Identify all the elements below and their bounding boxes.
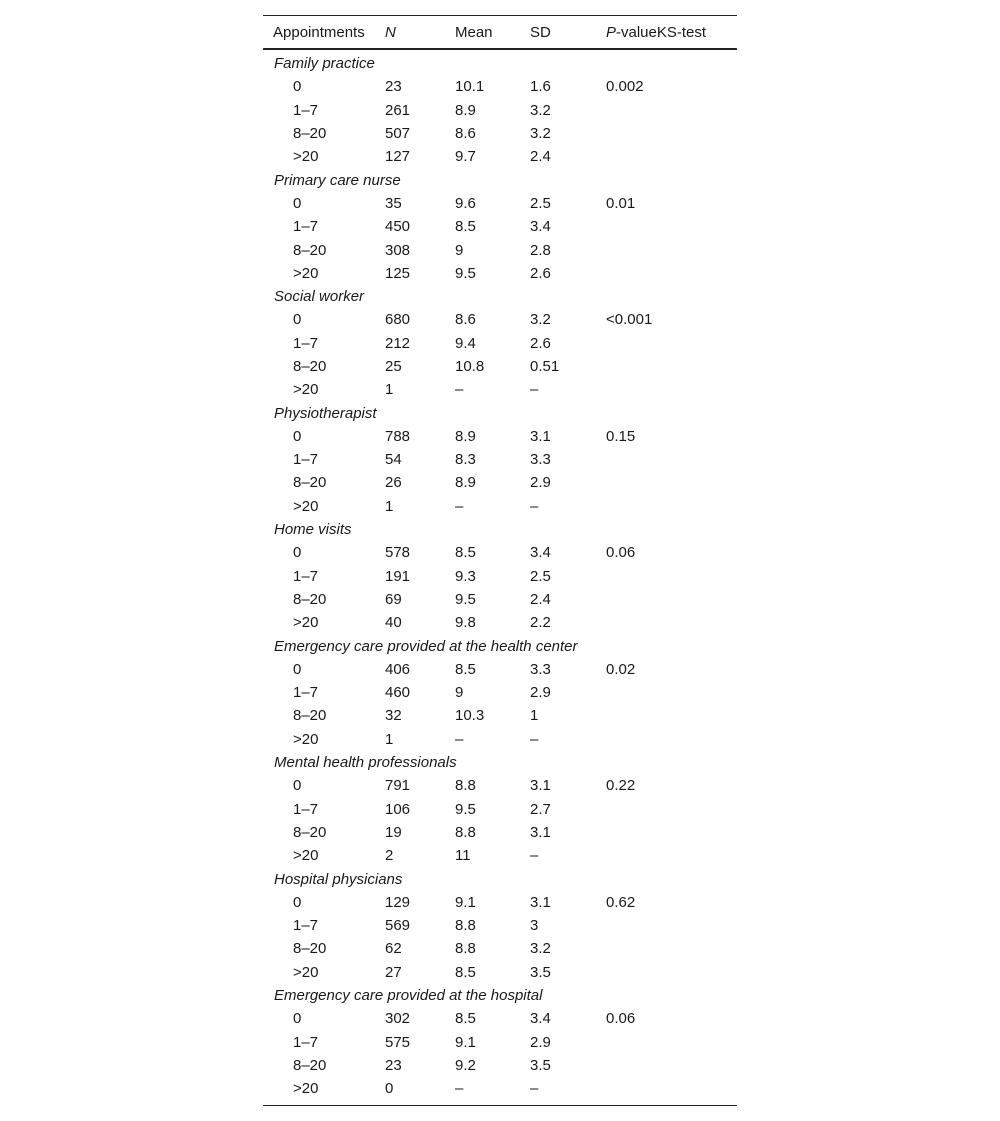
cell-n: 62 [385,940,402,958]
table-row [263,75,737,98]
cell-mean: – [455,730,464,748]
cell-appointments: 8–20 [293,823,327,841]
cell-sd: 1 [530,707,539,725]
cell-sd: – [530,381,539,399]
cell-appointments: >20 [293,730,319,748]
cell-appointments: 8–20 [293,590,327,608]
cell-sd: 2.7 [530,800,551,818]
header-n [385,25,455,40]
table-row [263,262,737,285]
cell-sd: 3 [530,917,539,935]
table-row [263,937,737,960]
cell-n: 2 [385,847,394,865]
cell-n: 25 [385,358,402,375]
cell-appointments: 8–20 [293,1056,327,1074]
table-row [263,1007,737,1030]
group-header-row [263,285,737,308]
cell-mean: 8.8 [455,823,476,841]
cell-mean: 8.3 [455,451,476,469]
cell-sd: 0.51 [530,358,560,375]
cell-appointments: >20 [293,614,319,632]
cell-n: 32 [385,707,402,725]
cell-sd: 3.1 [530,777,551,795]
cell-mean: 8.5 [455,1010,476,1028]
cell-n: 19 [385,823,402,841]
cell-n: 578 [385,544,411,562]
cell-sd: 3.5 [530,963,551,981]
cell-appointments: >20 [293,963,319,981]
cell-mean: 9.4 [455,334,476,352]
cell-mean: 8.9 [455,101,476,119]
cell-sd: 2.4 [530,590,551,608]
header-p-italic: P [606,23,617,41]
cell-n: 680 [385,311,411,329]
group-label: Emergency care provided at the health center [274,637,578,655]
cell-mean: 8.6 [455,125,476,143]
cell-sd: 2.5 [530,567,551,585]
cell-n: 26 [385,474,402,492]
cell-mean: 10.3 [455,707,485,725]
cell-mean: – [455,1080,464,1098]
cell-n: 460 [385,684,411,702]
cell-sd: 3.3 [530,660,551,678]
cell-mean: – [455,381,464,399]
cell-sd: 3.1 [530,427,551,445]
cell-n: 507 [385,125,411,143]
cell-appointments: 8–20 [293,125,327,143]
cell-appointments: 1–7 [293,567,319,585]
table-row [263,471,737,494]
cell-mean: 8.5 [455,544,476,562]
cell-n: 308 [385,241,411,259]
cell-sd: 3.1 [530,893,551,911]
table-row [263,728,737,751]
cell-appointments: 0 [293,1010,302,1028]
table-row [263,844,737,867]
cell-sd: – [530,847,539,865]
cell-mean: 8.9 [455,427,476,445]
cell-n: 27 [385,963,402,981]
cell-mean: 9.5 [455,590,476,608]
group-header-row [263,168,737,191]
table-row [263,1030,737,1053]
cell-p-value: <0.001 [606,311,653,329]
table-row [263,448,737,471]
group-header-row [263,518,737,541]
cell-n: 23 [385,78,402,96]
table-row [263,961,737,984]
cell-n: 569 [385,917,411,935]
table-row [263,1077,737,1100]
cell-mean: 10.8 [455,358,485,375]
cell-n: 406 [385,660,411,678]
cell-mean: 9.5 [455,264,476,282]
cell-sd: 3.4 [530,544,551,562]
table-row [263,332,737,355]
table-bottom-rule [263,1105,737,1106]
cell-appointments: 8–20 [293,707,327,725]
cell-n: 40 [385,614,402,632]
cell-mean: 8.6 [455,311,476,329]
cell-n: 575 [385,1033,411,1051]
group-label: Primary care nurse [274,171,401,189]
group-header-row [263,867,737,890]
cell-appointments: >20 [293,264,319,282]
table-row [263,145,737,168]
cell-appointments: 1–7 [293,451,319,469]
cell-n: 35 [385,194,402,212]
table-row [263,658,737,681]
cell-n: 1 [385,730,394,748]
cell-mean: – [455,497,464,515]
table-row [263,565,737,588]
cell-mean: 8.8 [455,940,476,958]
cell-sd: 3.1 [530,823,551,841]
cell-n: 69 [385,590,402,608]
group-header-row [263,52,737,75]
cell-mean: 8.8 [455,777,476,795]
cell-sd: 2.4 [530,148,551,166]
cell-sd: 2.6 [530,264,551,282]
cell-appointments: 0 [293,311,302,329]
cell-p-value: 0.06 [606,1010,636,1028]
cell-p-value: 0.002 [606,78,644,96]
header-mean: Mean [455,23,493,41]
cell-mean: 9.6 [455,194,476,212]
cell-n: 788 [385,427,411,445]
group-label: Hospital physicians [274,870,403,888]
table-row [263,238,737,261]
cell-appointments: >20 [293,148,319,166]
table-row [263,215,737,238]
cell-mean: 9 [455,241,464,259]
table-body [263,50,737,1105]
table-row [263,588,737,611]
cell-mean: 9.1 [455,893,476,911]
cell-mean: 10.1 [455,78,485,96]
cell-appointments: >20 [293,497,319,515]
group-header-row [263,401,737,424]
cell-sd: 3.2 [530,311,551,329]
cell-appointments: 8–20 [293,358,327,375]
cell-appointments: 1–7 [293,218,319,236]
table-row [263,378,737,401]
cell-mean: 9.5 [455,800,476,818]
cell-n: 191 [385,567,411,585]
table-row [263,495,737,518]
table-row [263,821,737,844]
cell-appointments: 1–7 [293,1033,319,1051]
cell-p-value: 0.62 [606,893,636,911]
cell-n: 212 [385,334,411,352]
cell-mean: 9.3 [455,567,476,585]
table-row [263,541,737,564]
table-row [263,798,737,821]
cell-appointments: 0 [293,78,302,96]
cell-mean: 9 [455,684,464,702]
cell-appointments: 1–7 [293,101,319,119]
cell-n: 127 [385,148,411,166]
header-appointments: Appointments [273,23,365,41]
cell-n: 54 [385,451,402,469]
cell-n: 791 [385,777,411,795]
cell-n: 106 [385,800,411,818]
cell-p-value: 0.06 [606,544,636,562]
table-row [263,704,737,727]
cell-sd: 2.8 [530,241,551,259]
cell-sd: 2.9 [530,684,551,702]
cell-appointments: 1–7 [293,684,319,702]
cell-appointments: >20 [293,1080,319,1098]
cell-sd: 3.5 [530,1056,551,1074]
cell-appointments: 0 [293,544,302,562]
header-n-label: N [385,23,396,41]
cell-appointments: >20 [293,381,319,399]
cell-n: 450 [385,218,411,236]
cell-n: 125 [385,264,411,282]
cell-appointments: 8–20 [293,474,327,492]
cell-n: 302 [385,1010,411,1028]
table-row [263,425,737,448]
cell-n: 1 [385,381,394,399]
cell-p-value: 0.15 [606,427,636,445]
cell-appointments: 1–7 [293,800,319,818]
cell-n: 261 [385,101,411,119]
group-header-row [263,751,737,774]
table-row [263,308,737,331]
group-label: Family practice [274,55,375,73]
cell-mean: 8.5 [455,218,476,236]
group-header-row [263,984,737,1007]
cell-mean: 9.2 [455,1056,476,1074]
cell-sd: 3.4 [530,1010,551,1028]
table-row [263,192,737,215]
cell-appointments: 0 [293,427,302,445]
table-row [263,1054,737,1077]
cell-mean: 8.5 [455,963,476,981]
cell-sd: – [530,730,539,748]
cell-sd: 3.2 [530,101,551,119]
cell-n: 0 [385,1080,394,1098]
group-label: Social worker [274,288,365,306]
table-row [263,891,737,914]
cell-mean: 8.9 [455,474,476,492]
group-label: Physiotherapist [274,404,377,422]
header-p-value [606,25,737,40]
cell-appointments: 0 [293,893,302,911]
cell-appointments: 8–20 [293,940,327,958]
table-row [263,355,737,378]
cell-mean: 11 [455,847,471,865]
cell-sd: 2.6 [530,334,551,352]
cell-appointments: >20 [293,847,319,865]
cell-p-value: 0.02 [606,660,636,678]
cell-n: 129 [385,893,411,911]
group-label: Emergency care provided at the hospital [274,987,543,1005]
table-row [263,99,737,122]
group-header-row [263,634,737,657]
cell-sd: 2.5 [530,194,551,212]
table-row [263,681,737,704]
cell-mean: 9.8 [455,614,476,632]
table-row [263,122,737,145]
cell-appointments: 1–7 [293,917,319,935]
cell-sd: 3.2 [530,125,551,143]
header-p-rest: -valueKS-test [616,23,707,41]
cell-n: 1 [385,497,394,515]
group-label: Home visits [274,521,352,539]
cell-appointments: 1–7 [293,334,319,352]
table-row [263,611,737,634]
cell-sd: 3.3 [530,451,551,469]
cell-sd: – [530,497,539,515]
table-row [263,774,737,797]
cell-appointments: 0 [293,777,302,795]
table-row [263,914,737,937]
cell-p-value: 0.01 [606,194,636,212]
cell-mean: 9.1 [455,1033,476,1051]
cell-p-value: 0.22 [606,777,636,795]
cell-sd: 2.9 [530,1033,551,1051]
cell-sd: 2.2 [530,614,551,632]
cell-appointments: 0 [293,660,302,678]
cell-appointments: 0 [293,194,302,212]
cell-mean: 8.5 [455,660,476,678]
cell-sd: 3.2 [530,940,551,958]
cell-sd: – [530,1080,539,1098]
appointments-table [263,15,737,1106]
cell-appointments: 8–20 [293,241,327,259]
cell-sd: 1.6 [530,78,551,96]
table-header-row [263,16,737,48]
cell-sd: 3.4 [530,218,551,236]
cell-n: 23 [385,1056,402,1074]
header-sd: SD [530,23,551,41]
cell-sd: 2.9 [530,474,551,492]
cell-mean: 8.8 [455,917,476,935]
cell-mean: 9.7 [455,148,476,166]
group-label: Mental health professionals [274,754,457,772]
